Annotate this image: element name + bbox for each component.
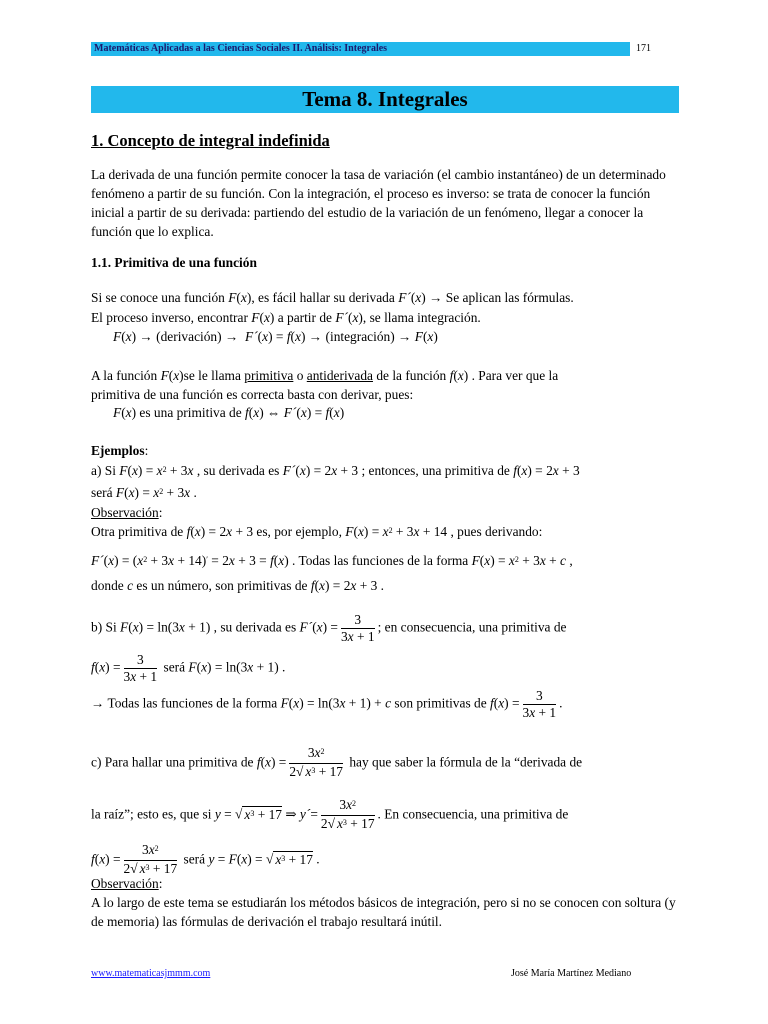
- primitive-def-line-2: primitiva de una función es correcta basta con derivar, pues:: [91, 387, 414, 402]
- primitive-line-2: El proceso inverso, encontrar F(x) a partir de F´(x), se llama integración.: [91, 310, 481, 325]
- section-heading: 1. Concepto de integral indefinida: [91, 131, 330, 150]
- example-c-line-3: f(x) = $\frac{3x^2}{2√ x^3 + 17}$ será y = F(x) = √ $x^3 + 17$ .: [91, 842, 320, 876]
- observation-label-1: Observación:: [91, 505, 163, 520]
- page-number: 171: [636, 43, 651, 54]
- examples-heading: Ejemplos:: [91, 443, 149, 458]
- process-formula: F(x) → (derivación) → F´(x) = f(x) → (integración) → F(x): [113, 329, 438, 344]
- primitive-line-1: Si se conoce una función F(x), es fácil hallar su derivada F´(x) → Se aplican las fórmulas.: [91, 290, 574, 305]
- observation-line-2: F´(x) = $(x^2 + 3x + 14)' = 2x + 3 = f(x)$ . Todas las funciones de la forma $F(x) = x^2 + 3x + c$ ,: [91, 553, 573, 568]
- subsection-heading: 1.1. Primitiva de una función: [91, 255, 257, 270]
- observation-line-3: donde c es un número, son primitivas de f(x) = 2x + 3 .: [91, 578, 384, 593]
- footer-author: José María Martínez Mediano: [511, 968, 632, 979]
- example-c-line-2: la raíz”; esto es, que si y = √ $x^3 + 17$ ⇒ y´= $\frac{3x^2}{2√ x^3 + 17}$ . En consecuencia, una primitiva de: [91, 797, 569, 831]
- example-b-line-2: f(x) = $\frac{3}{3x + 1}$ será F(x) = ln(3x + 1) .: [91, 652, 286, 684]
- example-a-line-2: será $F(x) = x^2 + 3x$ .: [91, 485, 197, 500]
- example-b-line-1: b) Si F(x) = ln(3x + 1) , su derivada es F´(x) = $\frac{3}{3x + 1}$ ; en consecuencia, una primitiva de: [91, 612, 567, 644]
- primitive-def-line-1: A la función F(x)se le llama primitiva o antiderivada de la función f(x) . Para ver que la: [91, 368, 559, 383]
- footer-website-link[interactable]: www.matematicasjmmm.com: [91, 968, 211, 979]
- final-paragraph: A lo largo de este tema se estudiarán los métodos básicos de integración, pero si no se conocen con soltura (y de memoria) las fórmulas de derivación el trabajo resultará inútil.: [91, 895, 676, 929]
- observation-line-1: Otra primitiva de f(x) = 2x + 3 es, por ejemplo, $F(x) = x^2 + 3x + 14$ , pues derivando:: [91, 524, 543, 539]
- observation-label-2: Observación:: [91, 876, 163, 891]
- page-title: Tema 8. Integrales: [302, 87, 468, 111]
- example-a-line-1: a) Si $F(x) = x^2 + 3x$ , su derivada es F´(x) = 2x + 3 ; entonces, una primitiva de f(x) = 2x + 3: [91, 463, 580, 478]
- running-title: Matemáticas Aplicadas a las Ciencias Sociales II. Análisis: Integrales: [94, 43, 388, 54]
- primitive-equivalence: F(x) es una primitiva de f(x) ⇔ F´(x) = f(x): [113, 405, 345, 420]
- intro-paragraph: La derivada de una función permite conocer la tasa de variación (el cambio instantáneo) de un determinado fenómeno a partir de su función. Con la integración, el proceso es inverso: se trata de conocer la función inicial a partir de su derivada: partiendo del estudio de la variación de un fenómeno, llegar a conocer la función que lo explica.: [91, 167, 666, 239]
- example-c-line-1: c) Para hallar una primitiva de f(x) = $\frac{3x^2}{2√ x^3 + 17}$ hay que saber la fórmula de la “derivada de: [91, 745, 583, 779]
- example-b-line-3: → Todas las funciones de la forma F(x) = ln(3x + 1) + c son primitivas de f(x) = $\frac{3}{3x + 1}$ .: [91, 688, 563, 720]
